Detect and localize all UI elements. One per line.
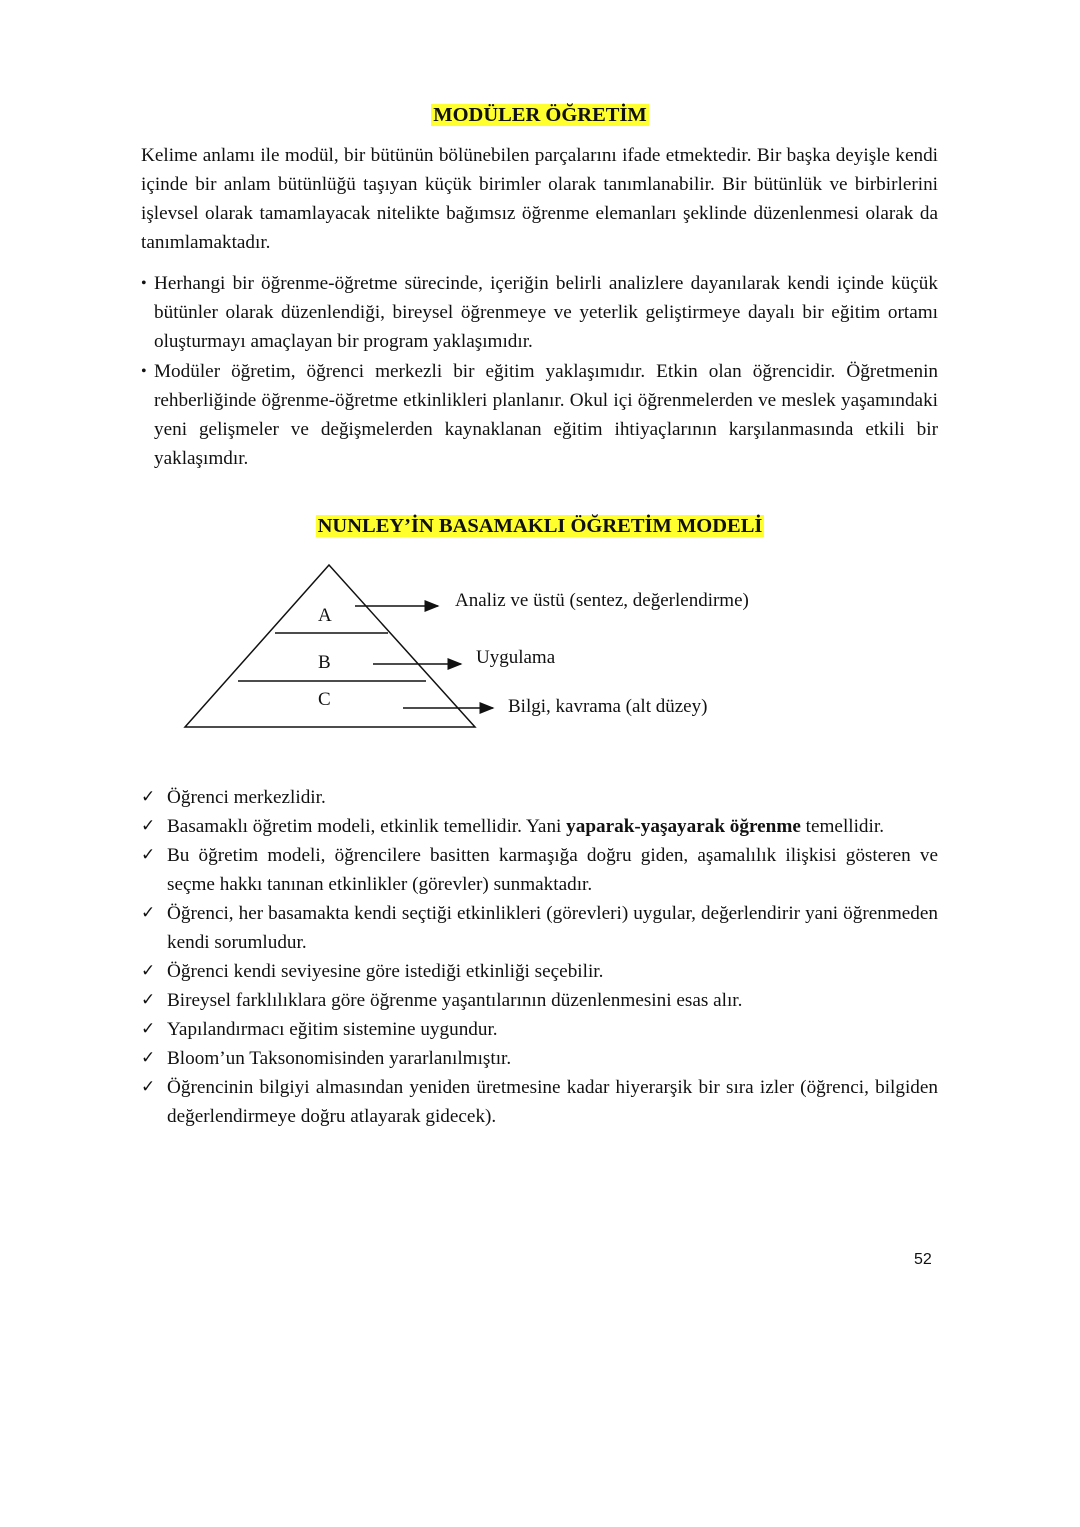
- checklist-text: Öğrenci, her basamakta kendi seçtiği etkinlikleri (görevleri) uygular, değerlendirir yani öğrenmeden kendi sorumludur.: [167, 903, 938, 953]
- section-title-moduler-ogretim: [0, 102, 1080, 128]
- pyramid-level-c-letter: C: [318, 689, 331, 710]
- checklist-text: temellidir.: [800, 816, 884, 837]
- list-item: [141, 357, 938, 473]
- checklist-text: Öğrenci merkezlidir.: [167, 787, 326, 808]
- list-item: [141, 1073, 938, 1131]
- pyramid-level-a-description: Analiz ve üstü (sentez, değerlendirme): [455, 590, 749, 611]
- checkmark-icon: ✓: [141, 990, 156, 1010]
- bullet-text: Herhangi bir öğrenme-öğretme sürecinde, içeriğin belirli analizlere dayanılarak kendi içinde küçük bütünler olarak düzenlendiği, bireysel öğrenmeye ve yeterlik geliştirmeye dayalı bir eğitim ortamı oluşturmayı amaçlayan bir program yaklaşımıdır.: [154, 273, 938, 352]
- list-item: [141, 986, 938, 1015]
- checklist-text: Bu öğretim modeli, öğrencilere basitten karmaşığa doğru giden, aşamalılık ilişkisi gösteren ve seçme hakkı tanınan etkinlikler (görevler) sunmaktadır.: [167, 845, 938, 895]
- title-highlight: MODÜLER ÖĞRETİM: [433, 104, 647, 126]
- moduler-bullet-list: [141, 269, 938, 474]
- checklist-text: Yapılandırmacı eğitim sistemine uygundur.: [167, 1019, 498, 1040]
- list-item: [141, 899, 938, 957]
- bullet-icon: •: [141, 275, 147, 292]
- checkmark-icon: ✓: [141, 787, 156, 807]
- checklist-text: Öğrenci kendi seviyesine göre istediği etkinliği seçebilir.: [167, 961, 604, 982]
- checklist-bold-text: yaparak-yaşayarak öğrenme: [566, 816, 801, 837]
- checklist-text: Bireysel farklılıklara göre öğrenme yaşantılarının düzenlenmesini esas alır.: [167, 990, 743, 1011]
- checklist-text: Öğrencinin bilgiyi almasından yeniden üretmesine kadar hiyerarşik bir sıra izler (öğrenci, bilgiden değerlendirmeye doğru atlayarak gidecek).: [167, 1077, 938, 1127]
- checkmark-icon: ✓: [141, 961, 156, 981]
- checkmark-icon: ✓: [141, 1019, 156, 1039]
- list-item: [141, 841, 938, 899]
- intro-paragraph: Kelime anlamı ile modül, bir bütünün bölünebilen parçalarını ifade etmektedir. Bir başka deyişle kendi içinde bir anlam bütünlüğü taşıyan küçük birimler olarak tanımlanabilir. Bir bütünlük ve birbirlerini işlevsel olarak tamamlayacak nitelikte bağımsız öğrenme elemanları şeklinde düzenlenmesi olarak da tanımlamaktadır.: [141, 145, 938, 253]
- bullet-text: Modüler öğretim, öğrenci merkezli bir eğitim yaklaşımıdır. Etkin olan öğrencidir. Öğretmenin rehberliğinde öğrenme-öğretme etkinlikleri planlanır. Okul içi öğrenmelerden ve meslek yaşamındaki yeni gelişmeler ve değişmelerden kaynaklanan eğitim ihtiyaçlarının karşılanmasında etkili bir yaklaşımdır.: [154, 361, 938, 469]
- list-item: [141, 269, 938, 356]
- checkmark-icon: ✓: [141, 845, 156, 865]
- list-item: [141, 783, 938, 812]
- bullet-icon: •: [141, 363, 147, 380]
- page-number: 52: [914, 1251, 932, 1268]
- checklist-text: Basamaklı öğretim modeli, etkinlik temellidir. Yani: [167, 816, 567, 837]
- list-item: [141, 812, 938, 841]
- nunley-checklist: [141, 783, 938, 1131]
- checkmark-icon: ✓: [141, 816, 156, 836]
- pyramid-level-a-letter: A: [318, 605, 332, 626]
- checkmark-icon: ✓: [141, 1048, 156, 1068]
- list-item: [141, 1015, 938, 1044]
- pyramid-level-b-description: Uygulama: [476, 647, 556, 668]
- checkmark-icon: ✓: [141, 1077, 156, 1097]
- title-highlight: NUNLEY’İN BASAMAKLI ÖĞRETİM MODELİ: [317, 515, 763, 537]
- list-item: [141, 1044, 938, 1073]
- checklist-text: Bloom’un Taksonomisinden yararlanılmıştır.: [167, 1048, 512, 1069]
- pyramid-level-b-letter: B: [318, 652, 331, 673]
- checkmark-icon: ✓: [141, 903, 156, 923]
- pyramid-level-c-description: Bilgi, kavrama (alt düzey): [508, 696, 708, 717]
- list-item: [141, 957, 938, 986]
- section-title-nunley-model: [0, 513, 1080, 539]
